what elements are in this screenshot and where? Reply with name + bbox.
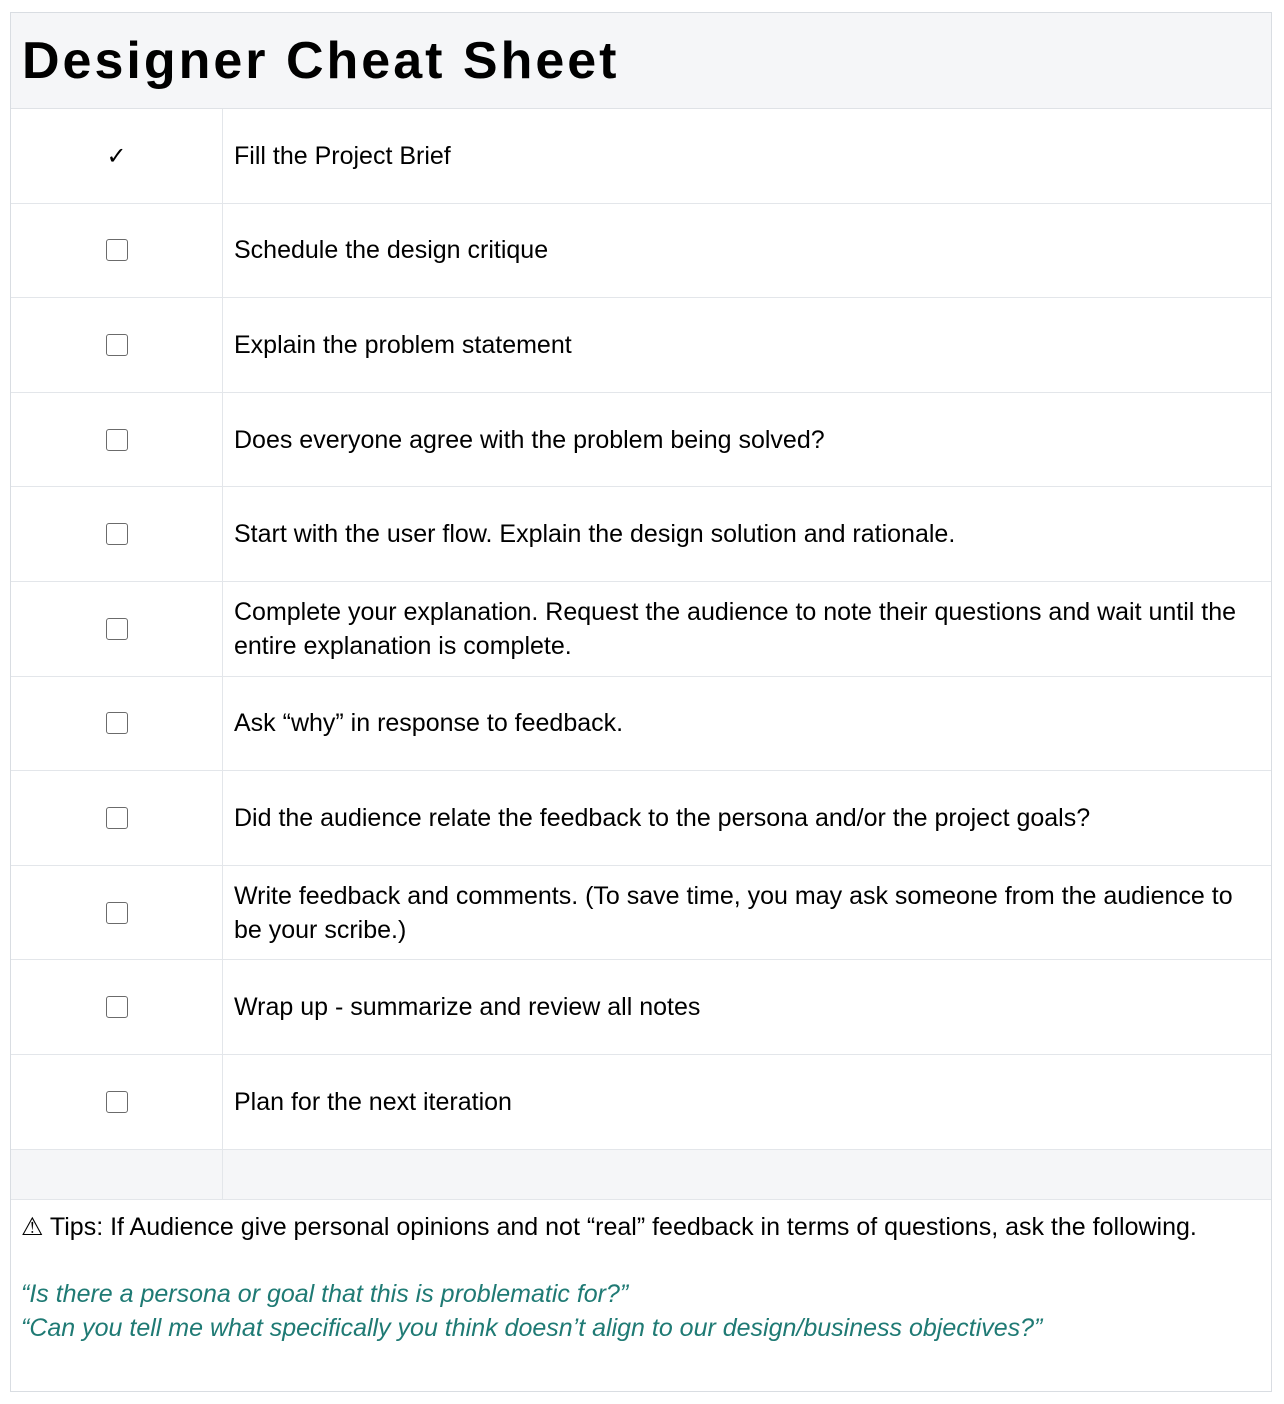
checklist-item-text: Does everyone agree with the problem being solved? [234, 425, 825, 454]
checklist-check-cell [11, 582, 223, 676]
checklist-row [11, 582, 1271, 677]
checklist-row [11, 866, 1271, 961]
checkbox[interactable] [106, 996, 128, 1018]
checklist-row [11, 298, 1271, 393]
checklist-check-cell [11, 960, 223, 1054]
checkbox[interactable] [106, 618, 128, 640]
checklist [11, 109, 1271, 1150]
checklist-check-cell [11, 677, 223, 771]
tips-text: ⚠ Tips: If Audience give personal opinions and not “real” feedback in terms of questions, ask the following. [21, 1212, 1197, 1241]
checklist-check-cell [11, 204, 223, 298]
checklist-row [11, 1055, 1271, 1150]
checklist-row [11, 393, 1271, 488]
checkbox[interactable] [106, 523, 128, 545]
checklist-item-text: Explain the problem statement [234, 330, 572, 359]
tips-section [11, 1200, 1271, 1345]
checklist-row [11, 204, 1271, 299]
checkbox[interactable] [106, 429, 128, 451]
empty-check-cell [11, 1150, 223, 1199]
checklist-item-text: Write feedback and comments. (To save time, you may ask someone from the audience to be your scribe.) [234, 881, 1233, 944]
checklist-row [11, 771, 1271, 866]
page-title: Designer Cheat Sheet [22, 31, 620, 90]
checklist-check-cell [11, 1055, 223, 1149]
checklist-item-text: Plan for the next iteration [234, 1087, 512, 1116]
checkmark-icon[interactable]: ✓ [106, 141, 127, 170]
checklist-item-text: Schedule the design critique [234, 236, 549, 265]
checkbox[interactable] [106, 1091, 128, 1113]
checkbox[interactable] [106, 712, 128, 734]
checkbox[interactable] [106, 807, 128, 829]
tips-quote-2: “Can you tell me what specifically you think doesn’t align to our design/business objectives?” [21, 1313, 1043, 1342]
empty-row [11, 1150, 1271, 1200]
tips-quote-1: “Is there a persona or goal that this is problematic for?” [21, 1279, 629, 1308]
checkbox[interactable] [106, 239, 128, 261]
checklist-row [11, 960, 1271, 1055]
checklist-item-text: Fill the Project Brief [234, 141, 451, 170]
checklist-item-text: Wrap up - summarize and review all notes [234, 993, 701, 1022]
checkbox[interactable] [106, 334, 128, 356]
checklist-row [11, 109, 1271, 204]
checklist-check-cell [11, 298, 223, 392]
checklist-check-cell [11, 109, 223, 203]
checkbox[interactable] [106, 902, 128, 924]
checklist-check-cell [11, 393, 223, 487]
title-bar [11, 13, 1271, 109]
checklist-check-cell [11, 487, 223, 581]
checklist-row [11, 487, 1271, 582]
cheat-sheet [10, 12, 1272, 1392]
checklist-item-text: Start with the user flow. Explain the design solution and rationale. [234, 520, 956, 549]
checklist-item-text: Ask “why” in response to feedback. [234, 709, 624, 738]
checklist-row [11, 677, 1271, 772]
checklist-check-cell [11, 866, 223, 960]
checklist-item-text: Complete your explanation. Request the audience to note their questions and wait until the entire explanation is complete. [234, 597, 1237, 660]
checklist-check-cell [11, 771, 223, 865]
checklist-item-text: Did the audience relate the feedback to the persona and/or the project goals? [234, 803, 1091, 832]
tips-quotes [21, 1277, 1261, 1345]
empty-text-cell [223, 1150, 1271, 1199]
